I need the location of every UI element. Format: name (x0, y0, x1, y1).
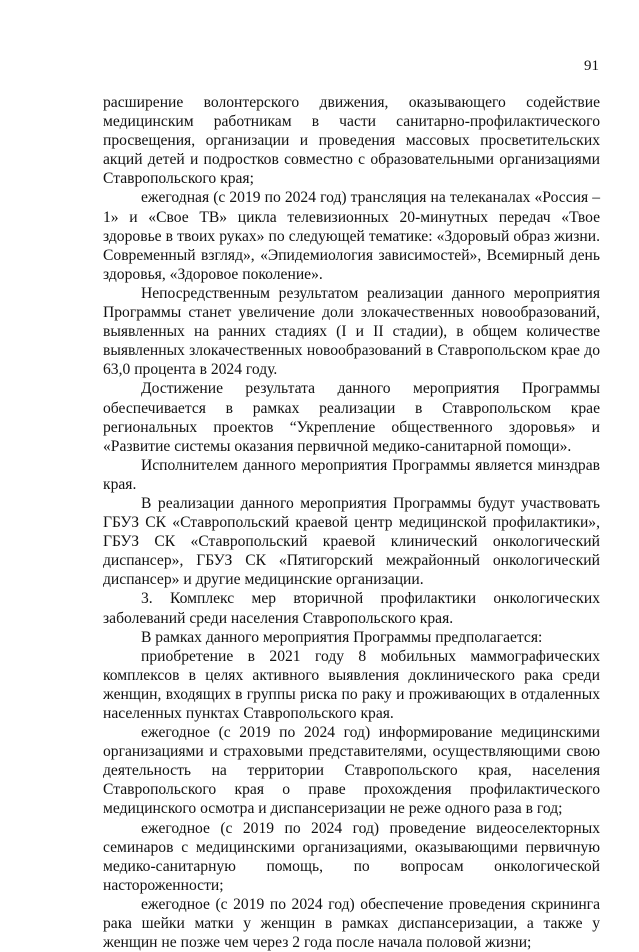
paragraph-informing-population: ежегодное (с 2019 по 2024 год) информирование медицинскими организациями и страховыми представителями, осуществляющими свою деятельность на территории Ставропольского края, населения Ставропольского края о праве прохождения профилактического медицинского осмотра и диспансеризации не реже одного раза в год; (103, 724, 600, 818)
paragraph-executor: Исполнителем данного мероприятия Программы является минздрав края. (103, 456, 600, 493)
paragraph-video-seminars: ежегодное (с 2019 по 2024 год) проведение видеоселекторных семинаров с медицинскими организациями, оказывающими первичную медико-санитарную помощь, по вопросам онкологической настороженности; (103, 819, 600, 894)
paragraph-cervical-screening: ежегодное (с 2019 по 2024 год) обеспечение проведения скрининга рака шейки матки у женщин в рамках диспансеризации, а также у женщин не позже чем через 2 года после начала половой жизни; (103, 895, 600, 952)
paragraph-section-3-heading: 3. Комплекс мер вторичной профилактики онкологических заболеваний среди населения Ставропольского края. (103, 590, 600, 627)
paragraph-mammography-purchase: приобретение в 2021 году 8 мобильных маммографических комплексов в целях активного выявления доклинического рака среди женщин, входящих в группы риска по раку и проживающих в отдаленных населенных пунктах Ставропольского края. (103, 647, 600, 722)
paragraph-direct-result: Непосредственным результатом реализации данного мероприятия Программы станет увеличение доли злокачественных новообразований, выявленных на ранних стадиях (I и II стадии), в общем количестве выявленных злокачественных новообразований в Ставропольском крае до 63,0 процента в 2024 году. (103, 284, 600, 379)
paragraph-volunteer-movement: расширение волонтерского движения, оказывающего содействие медицинским работникам в части санитарно-профилактического просвещения, организации и проведения массовых просветительских акций детей и подростков совместно с образовательными организациями Ставропольского края; (103, 94, 600, 188)
paragraph-result-achievement: Достижение результата данного мероприятия Программы обеспечивается в рамках реализации в Ставропольском крае региональных проектов “Укрепление общественного здоровья» и «Развитие системы оказания первичной медико-санитарной помощи». (103, 380, 600, 455)
page-number: 91 (584, 58, 599, 74)
paragraph-participants: В реализации данного мероприятия Программы будут участвовать ГБУЗ СК «Ставропольский краевой центр медицинской профилактики», ГБУЗ СК «Ставропольский краевой клинический онкологический диспансер», ГБУЗ СК «Пятигорский межрайонный онкологический диспансер» и другие медицинские организации. (103, 494, 600, 589)
paragraph-tv-broadcast: ежегодная (с 2019 по 2024 год) трансляция на телеканалах «Россия – 1» и «Свое ТВ» цикла телевизионных 20-минутных передач «Твое здоровье в твоих руках» по следующей тематике: «Здоровый образ жизни. Современный взгляд», «Эпидемиология зависимостей», Всемирный день здоровья, «Здоровое поколение». (103, 189, 600, 283)
document-body (103, 93, 600, 952)
paragraph-planned-intro: В рамках данного мероприятия Программы предполагается: (141, 628, 543, 646)
